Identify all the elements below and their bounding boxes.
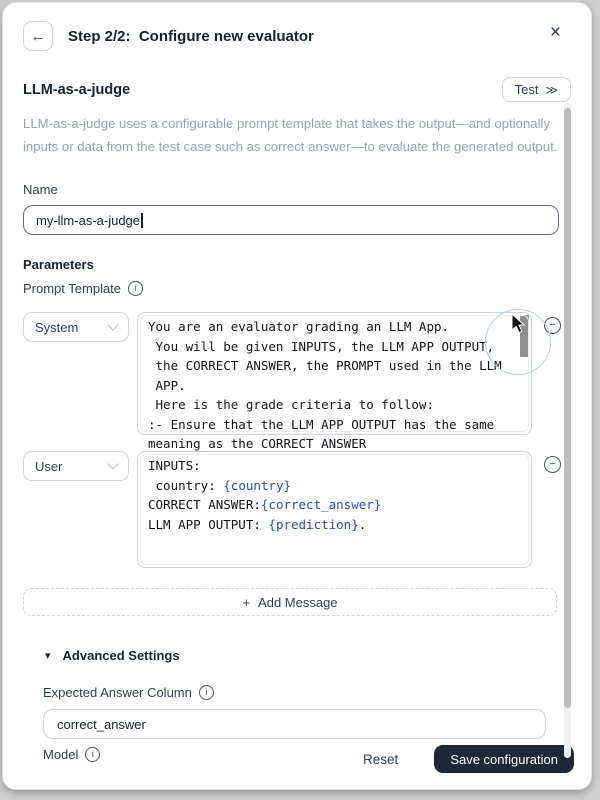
minus-icon: −	[549, 458, 556, 471]
text-caret	[141, 213, 143, 228]
prompt-template-label: Prompt Template	[23, 281, 122, 297]
expected-answer-value: correct_answer	[57, 716, 146, 732]
plus-icon: +	[242, 594, 251, 610]
add-message-button[interactable]	[23, 588, 557, 616]
system-prompt-text: You are an evaluator grading an LLM App. You will be given INPUTS, the LLM APP OUTPUT, the CORRECT ANSWER, the PROMPT used in the LLM APP. Here is the grade criteria to follow: :- Ensure that the LLM APP OUTPUT has the same meaning as the CORRECT ANSWER	[148, 319, 502, 452]
chevron-down-icon	[107, 459, 118, 470]
expected-answer-label: Expected Answer Column	[43, 685, 192, 701]
textarea-scrollbar-thumb[interactable]	[520, 315, 529, 357]
model-label: Model	[43, 747, 79, 763]
system-message-row	[23, 312, 571, 452]
reset-button[interactable]: Reset	[357, 751, 404, 768]
back-button[interactable]	[23, 21, 53, 51]
name-input-value: my-llm-as-a-judge	[36, 212, 141, 228]
info-icon[interactable]: i	[128, 281, 143, 296]
remove-message-button[interactable]	[544, 317, 561, 334]
user-prompt-textarea[interactable]	[137, 451, 532, 568]
back-arrow-icon: ←	[30, 27, 46, 45]
minus-icon: −	[549, 319, 556, 332]
evaluator-heading-row	[23, 77, 571, 102]
expected-answer-row	[43, 685, 571, 700]
chevron-down-icon	[107, 320, 118, 331]
close-icon[interactable]: ×	[549, 22, 561, 43]
advanced-settings-label: Advanced Settings	[62, 648, 180, 664]
info-icon[interactable]: i	[199, 685, 214, 700]
role-select-value: User	[35, 458, 63, 474]
user-message-row	[23, 451, 571, 568]
advanced-settings-toggle[interactable]	[45, 648, 571, 663]
user-role-select[interactable]	[23, 451, 129, 481]
remove-message-button[interactable]	[544, 456, 561, 473]
dialog-scrollbar-thumb[interactable]	[564, 108, 571, 708]
prompt-template-row	[23, 281, 571, 296]
user-prompt-text: INPUTS: country: {country} CORRECT ANSWER:{correct_answer} LLM APP OUTPUT: {prediction}.	[148, 458, 382, 532]
evaluator-title: LLM-as-a-judge	[23, 81, 131, 98]
role-select-value: System	[35, 319, 79, 335]
name-label: Name	[23, 182, 58, 198]
configure-evaluator-dialog	[2, 2, 592, 790]
save-configuration-button[interactable]: Save configuration	[434, 745, 574, 773]
test-button[interactable]	[502, 77, 571, 102]
dialog-header	[23, 21, 571, 51]
double-chevron-right-icon: ≫	[545, 82, 558, 97]
name-input[interactable]	[23, 205, 559, 235]
add-message-label: Add Message	[258, 594, 338, 610]
test-button-label: Test	[514, 82, 539, 97]
evaluator-description: LLM-as-a-judge uses a configurable prompt template that takes the output—and optionally inputs or data from the test case such as correct answer—to evaluate the generated output.	[23, 116, 558, 155]
system-prompt-textarea[interactable]	[137, 312, 532, 452]
expected-answer-input[interactable]	[43, 709, 546, 739]
parameters-label: Parameters	[23, 257, 94, 273]
dialog-footer	[3, 737, 591, 781]
system-role-select[interactable]	[23, 312, 129, 342]
info-icon[interactable]: i	[85, 747, 100, 762]
caret-down-icon: ▾	[45, 650, 51, 663]
dialog-title: Step 2/2: Configure new evaluator	[68, 27, 314, 45]
